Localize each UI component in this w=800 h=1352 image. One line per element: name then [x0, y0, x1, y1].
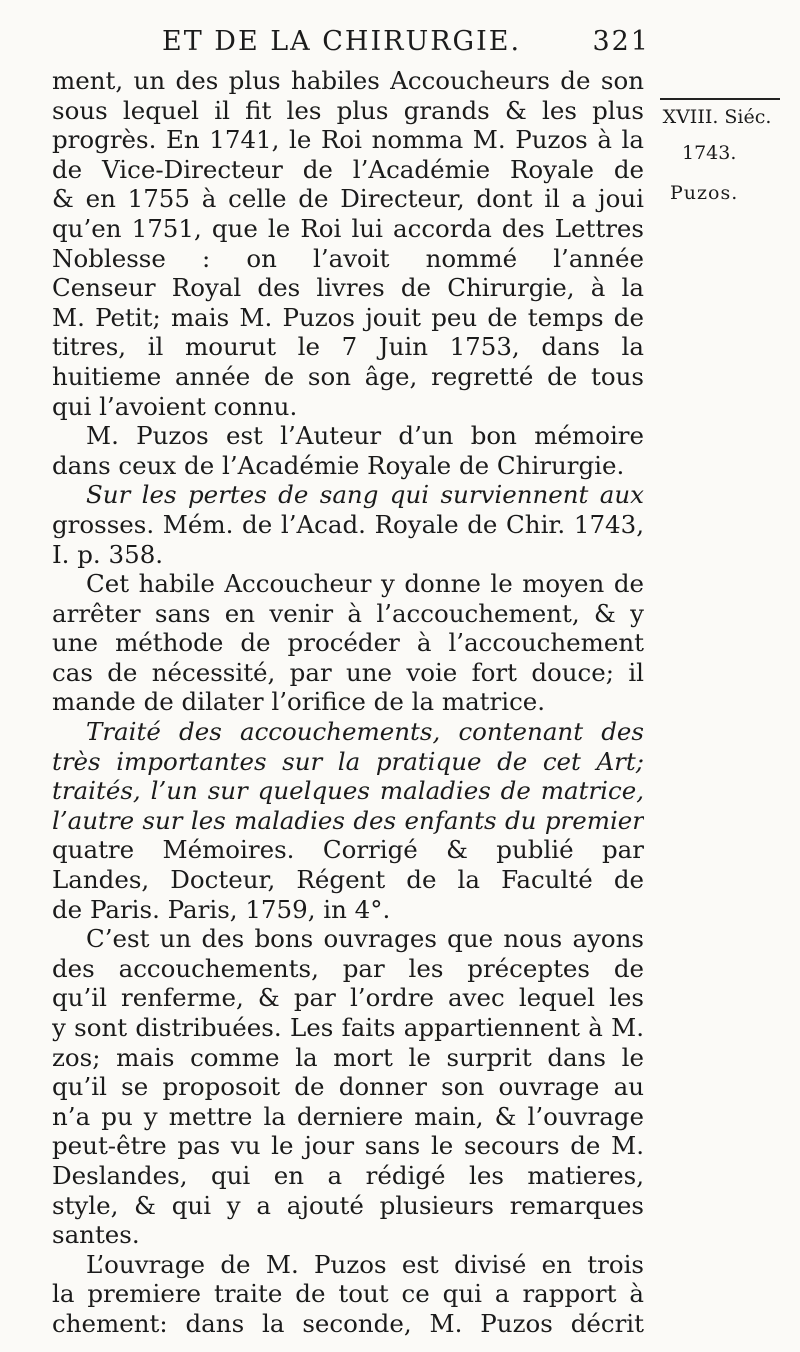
text-line: style, & qui y a ajouté plusieurs remarques [52, 1190, 644, 1220]
text-line: dans ceux de l’Académie Royale de Chirurgie. [52, 450, 625, 480]
text-line: la premiere traite de tout ce qui a rapport à [52, 1279, 644, 1309]
text-line: l’autre sur les maladies des enfants du premier [52, 805, 644, 835]
text-line: qu’il renferme, & par l’ordre avec lequel les [52, 983, 644, 1013]
text-line: ment, un des plus habiles Accoucheurs de son [52, 66, 644, 95]
running-header [150, 22, 650, 62]
text-line: peut-être pas vu le jour sans le secours de M. [52, 1131, 644, 1161]
text-line: huitieme année de son âge, regretté de tous [52, 361, 644, 391]
margin-name: Puzos. [670, 182, 739, 204]
text-line: titres, il mourut le 7 Juin 1753, dans la [52, 332, 644, 362]
text-line: & en 1755 à celle de Directeur, dont il a joui [52, 184, 644, 214]
text-line: très importantes sur la pratique de cet Art; [52, 746, 644, 776]
text-line: santes. [52, 1220, 140, 1250]
text-line: progrès. En 1741, le Roi nomma M. Puzos à la [52, 125, 644, 155]
text-line: qu’en 1751, que le Roi lui accorda des Lettres [52, 213, 644, 243]
running-title: ET DE LA CHIRURGIE. [162, 26, 522, 57]
text-line: Censeur Royal des livres de Chirurgie, à la [52, 273, 644, 303]
text-line: n’a pu y mettre la derniere main, & l’ouvrage [52, 1101, 644, 1131]
text-line: grosses. Mém. de l’Acad. Royale de Chir. 1743, [52, 509, 644, 539]
margin-year: 1743. [682, 142, 737, 164]
text-line: C’est un des bons ouvrages que nous ayons [86, 924, 644, 954]
text-line: traités, l’un sur quelques maladies de matrice, [52, 776, 644, 806]
text-line: arrêter sans en venir à l’accouchement, & y [52, 598, 644, 628]
text-line: qui l’avoient connu. [52, 391, 298, 421]
text-line: chement: dans la seconde, M. Puzos décrit [52, 1308, 644, 1338]
text-line: M. Petit; mais M. Puzos jouit peu de temps de [52, 302, 644, 332]
text-line: Traité des accouchements, contenant des [86, 717, 644, 747]
text-line: Landes, Docteur, Régent de la Faculté de [52, 865, 644, 895]
text-line: zos; mais comme la mort le surprit dans le [52, 1042, 644, 1072]
text-line: L’ouvrage de M. Puzos est divisé en trois [86, 1249, 644, 1279]
text-line: Deslandes, qui en a rédigé les matieres, [52, 1160, 644, 1190]
text-line: des accouchements, par les préceptes de [52, 953, 644, 983]
text-line: y sont distribuées. Les faits appartiennent à M. [52, 1013, 644, 1042]
text-line: de Paris. Paris, 1759, in 4°. [52, 894, 391, 924]
text-line: Noblesse : on l’avoit nommé l’année [52, 243, 644, 273]
body-text [52, 66, 644, 1339]
text-line: I. p. 358. [52, 539, 164, 569]
page-number: 321 [592, 26, 650, 57]
text-line: Cet habile Accoucheur y donne le moyen de [86, 569, 644, 599]
text-line: Sur les pertes de sang qui surviennent aux [86, 480, 644, 510]
text-line: une méthode de procéder à l’accouchement [52, 628, 644, 658]
margin-rule [660, 98, 780, 100]
text-line: de Vice-Directeur de l’Académie Royale de [52, 154, 644, 184]
text-line: sous lequel il fit les plus grands & les plus [52, 95, 644, 125]
text-line: M. Puzos est l’Auteur d’un bon mémoire [86, 421, 644, 451]
text-line: mande de dilater l’orifice de la matrice. [52, 687, 546, 717]
text-line: cas de nécessité, par une voie fort douce; il [52, 657, 644, 687]
text-line: quatre Mémoires. Corrigé & publié par [52, 835, 644, 865]
text-line: qu’il se proposoit de donner son ouvrage au [52, 1072, 644, 1102]
margin-century: XVIII. Siéc. [652, 92, 782, 128]
